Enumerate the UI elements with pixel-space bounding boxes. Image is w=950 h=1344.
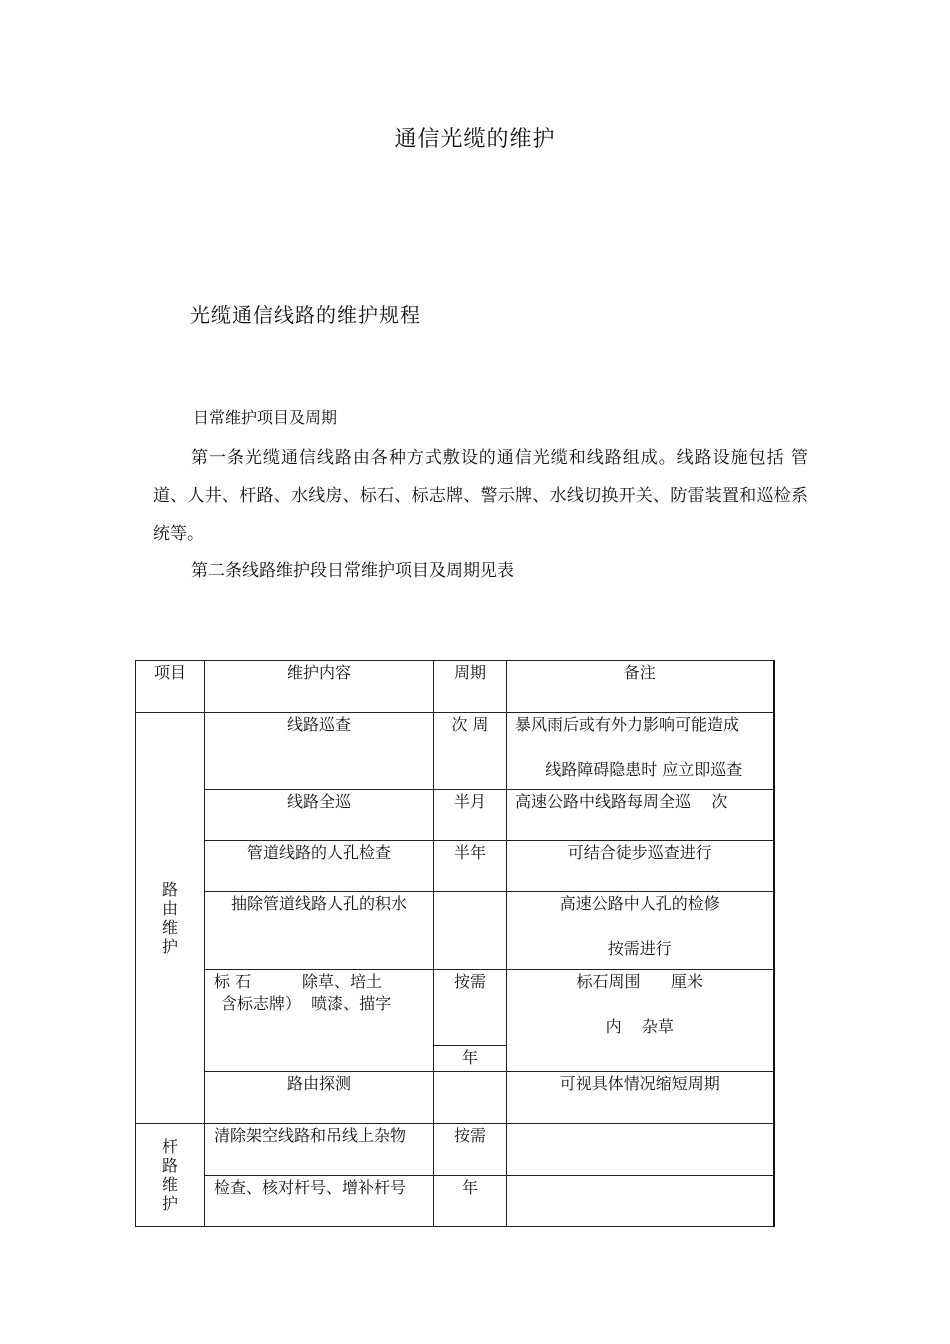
row-note	[507, 1176, 773, 1177]
row-period: 按需	[453, 972, 486, 991]
table-row	[136, 713, 774, 790]
table-row	[136, 1124, 774, 1176]
paragraph-article-2: 第二条线路维护段日常维护项目及周期见表	[191, 561, 514, 581]
row-note: 高速公路中线路每周全巡 次	[515, 792, 728, 811]
row-content: 路由探测	[286, 1074, 351, 1093]
row-period: 半年	[453, 843, 486, 862]
row-note-line2: 内 杂草	[605, 1017, 674, 1036]
row-content: 线路巡查	[286, 715, 351, 734]
group-label-cell	[136, 1124, 205, 1227]
row-note: 可结合徒步巡查进行	[567, 843, 712, 862]
group-label-cell	[136, 713, 205, 1124]
row-period: 次 周	[451, 715, 489, 734]
document-title: 通信光缆的维护	[394, 127, 556, 152]
row-period: 半月	[453, 792, 486, 811]
row-period: 年	[461, 1178, 478, 1197]
header-notes: 备注	[623, 663, 656, 682]
row-content: 管道线路的人孔检查	[246, 843, 391, 862]
row-note: 可视具体情况缩短周期	[559, 1074, 720, 1093]
row-period-year: 年	[461, 1048, 478, 1067]
table-row	[136, 1176, 774, 1227]
table-row	[136, 841, 774, 892]
table-row	[136, 970, 774, 1072]
section-heading: 光缆通信线路的维护规程	[190, 303, 421, 327]
table-header-row	[136, 661, 774, 713]
row-content: 抽除管道线路人孔的积水	[230, 894, 407, 913]
paragraph-article-1: 第一条光缆通信线路由各种方式敷设的通信光缆和线路组成。线路设施包括 管道、人井、杆路、水线房、标石、标志牌、警示牌、水线切换开关、防雷装置和巡检系统等。	[153, 448, 808, 544]
row-note-line2: 线路障碍隐患时 应立即巡查	[545, 760, 743, 779]
header-content: 维护内容	[286, 663, 351, 682]
row-content: 标 石 除草、培土	[214, 972, 382, 991]
row-note: 暴风雨后或有外力影响可能造成	[515, 715, 740, 734]
row-note	[507, 1124, 773, 1125]
header-item: 项目	[153, 663, 186, 682]
row-note: 高速公路中人孔的检修	[559, 894, 720, 913]
row-period: 按需	[453, 1126, 486, 1145]
row-note: 标石周围 厘米	[576, 972, 704, 991]
table-row	[136, 1072, 774, 1124]
header-period: 周期	[453, 663, 486, 682]
subsection-heading: 日常维护项目及周期	[193, 408, 338, 427]
row-period	[434, 892, 506, 893]
row-content: 检查、核对杆号、增补杆号	[214, 1178, 407, 1197]
row-content: 清除架空线路和吊线上杂物	[214, 1126, 407, 1145]
row-content: 线路全巡	[286, 792, 351, 811]
row-note-line2: 按需进行	[607, 939, 672, 958]
table-row	[136, 892, 774, 970]
group-label-route: 路由维护	[162, 880, 179, 956]
row-content-line2: 含标志牌） 喷漆、描字	[221, 994, 392, 1013]
table-row	[136, 790, 774, 841]
group-label-pole: 杆路维护	[162, 1137, 179, 1213]
maintenance-table	[135, 660, 775, 1227]
